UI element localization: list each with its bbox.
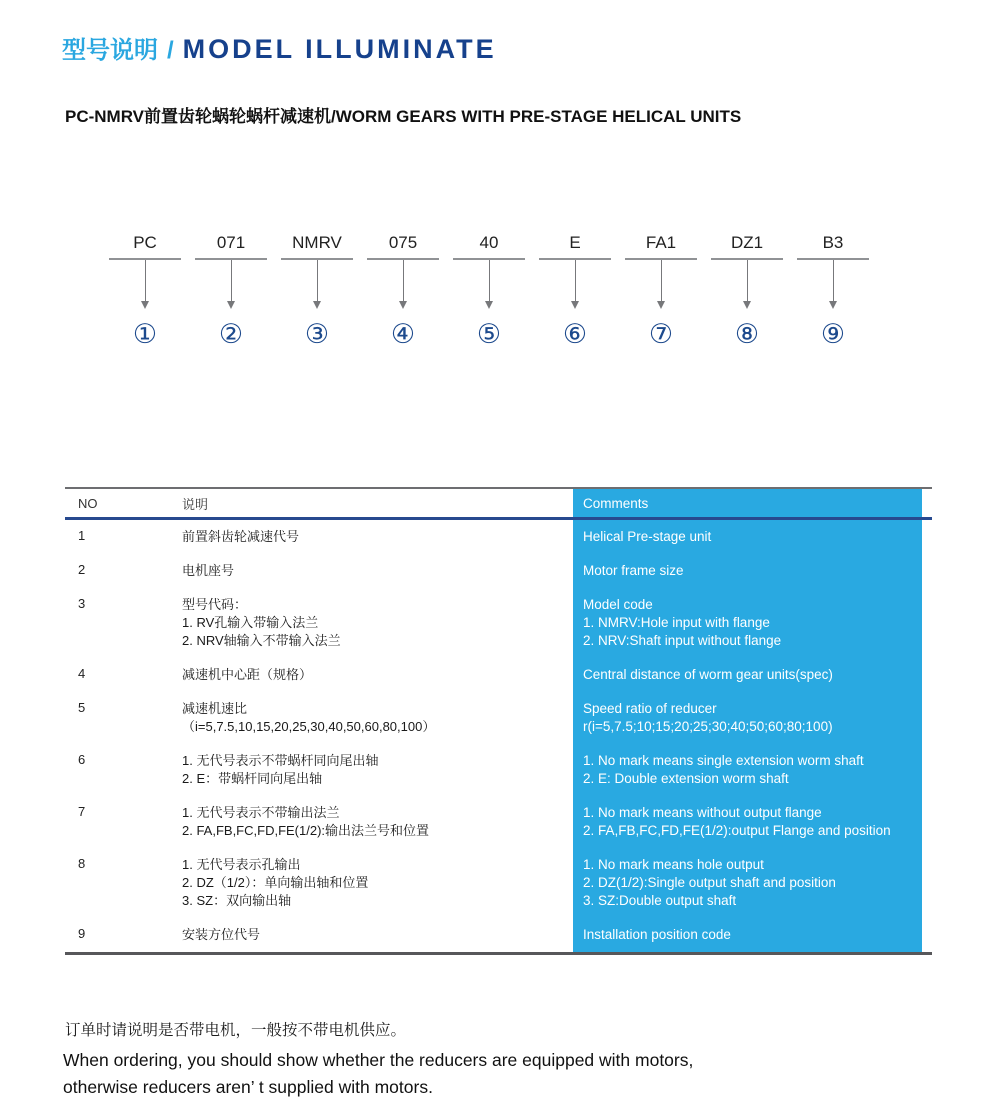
table-row bbox=[65, 588, 932, 658]
circled-number: ② bbox=[218, 319, 244, 349]
segment-code: FA1 bbox=[645, 233, 677, 252]
model-code-segment bbox=[274, 231, 360, 348]
row-comments: Motor frame size bbox=[573, 554, 922, 588]
row-comments: 1. No mark means single extension worm shaft 2. E: Double extension worm shaft bbox=[573, 744, 922, 796]
down-arrow-icon bbox=[657, 260, 665, 309]
table-row bbox=[65, 848, 932, 918]
model-code-diagram bbox=[102, 231, 876, 348]
table-row bbox=[65, 692, 932, 744]
title-separator: / bbox=[167, 37, 174, 64]
row-desc: 安装方位代号 bbox=[182, 927, 261, 942]
footer-note-en bbox=[63, 1047, 693, 1101]
down-arrow-icon bbox=[571, 260, 579, 309]
row-no: 5 bbox=[78, 700, 86, 715]
model-code-segment bbox=[532, 231, 618, 348]
segment-code: B3 bbox=[822, 233, 844, 252]
header-comments: Comments bbox=[573, 489, 922, 517]
header-desc: 说明 bbox=[182, 496, 209, 512]
row-desc: 前置斜齿轮减速代号 bbox=[182, 529, 300, 544]
down-arrow-icon bbox=[743, 260, 751, 309]
table-row bbox=[65, 796, 932, 848]
circled-number: ⑥ bbox=[562, 319, 588, 349]
footer-note-zh: 订单时请说明是否带电机，一般按不带电机供应。 bbox=[65, 1022, 407, 1039]
section-subtitle: PC-NMRV前置齿轮蜗轮蜗杆减速机/WORM GEARS WITH PRE-STAGE HELICAL UNITS bbox=[65, 107, 742, 126]
model-code-segment bbox=[102, 231, 188, 348]
model-explanation-table bbox=[65, 487, 932, 955]
segment-code: 071 bbox=[216, 233, 246, 252]
circled-number: ④ bbox=[390, 319, 416, 349]
row-desc: 1. 无代号表示不带输出法兰 2. FA,FB,FC,FD,FE(1/2):输出法兰号和位置 bbox=[182, 805, 430, 838]
row-no: 3 bbox=[78, 596, 86, 611]
model-code-segment bbox=[704, 231, 790, 348]
row-comments: Helical Pre-stage unit bbox=[573, 520, 922, 554]
down-arrow-icon bbox=[399, 260, 407, 309]
row-no: 6 bbox=[78, 752, 86, 767]
model-code-segment bbox=[446, 231, 532, 348]
row-desc: 减速机中心距（规格） bbox=[182, 667, 313, 682]
down-arrow-icon bbox=[141, 260, 149, 309]
page-title-en: MODEL ILLUMINATE bbox=[182, 34, 497, 64]
table-row bbox=[65, 554, 932, 588]
model-code-segment bbox=[188, 231, 274, 348]
model-code-segment bbox=[360, 231, 446, 348]
table-header-row bbox=[65, 489, 932, 520]
table-row bbox=[65, 658, 932, 692]
row-comments: 1. No mark means hole output 2. DZ(1/2):Single output shaft and position 3. SZ:Double output shaft bbox=[573, 848, 922, 918]
segment-code: 075 bbox=[388, 233, 418, 252]
row-no: 2 bbox=[78, 562, 86, 577]
segment-code: NMRV bbox=[292, 233, 342, 252]
circled-number: ③ bbox=[304, 319, 330, 349]
row-desc: 电机座号 bbox=[182, 563, 235, 578]
page-title bbox=[62, 30, 497, 65]
header-no: NO bbox=[78, 495, 98, 511]
row-comments: 1. No mark means without output flange 2. FA,FB,FC,FD,FE(1/2):output Flange and position bbox=[573, 796, 922, 848]
down-arrow-icon bbox=[227, 260, 235, 309]
segment-code: 40 bbox=[479, 233, 499, 252]
row-desc: 1. 无代号表示孔输出 2. DZ（1/2）：单向输出轴和位置 3. SZ：双向输出轴 bbox=[182, 857, 369, 908]
model-code-segment bbox=[790, 231, 876, 348]
model-code-segment bbox=[618, 231, 704, 348]
table-row bbox=[65, 744, 932, 796]
footer-note-en-line1: When ordering, you should show whether the reducers are equipped with motors, bbox=[63, 1050, 694, 1070]
segment-code: PC bbox=[133, 233, 157, 252]
circled-number: ⑨ bbox=[820, 319, 846, 349]
circled-number: ① bbox=[132, 319, 158, 349]
down-arrow-icon bbox=[313, 260, 321, 309]
row-comments: Speed ratio of reducer r(i=5,7.5;10;15;20;25;30;40;50;60;80;100) bbox=[573, 692, 922, 744]
table-row bbox=[65, 520, 932, 554]
segment-code: E bbox=[569, 233, 581, 252]
row-no: 8 bbox=[78, 856, 86, 871]
circled-number: ⑤ bbox=[476, 319, 502, 349]
row-no: 7 bbox=[78, 804, 86, 819]
row-desc: 减速机速比 （i=5,7.5,10,15,20,25,30,40,50,60,80,100） bbox=[182, 701, 436, 734]
row-no: 9 bbox=[78, 926, 86, 941]
down-arrow-icon bbox=[829, 260, 837, 309]
row-comments: Central distance of worm gear units(spec) bbox=[573, 658, 922, 692]
row-desc: 型号代码： 1. RV孔输入带输入法兰 2. NRV轴输入不带输入法兰 bbox=[182, 597, 341, 648]
segment-code: DZ1 bbox=[730, 233, 764, 252]
row-no: 4 bbox=[78, 666, 86, 681]
circled-number: ⑦ bbox=[648, 319, 674, 349]
page-title-zh: 型号说明 bbox=[62, 37, 158, 64]
row-desc: 1. 无代号表示不带蜗杆同向尾出轴 2. E：带蜗杆同向尾出轴 bbox=[182, 753, 379, 786]
table-row bbox=[65, 918, 932, 952]
down-arrow-icon bbox=[485, 260, 493, 309]
row-comments: Installation position code bbox=[573, 918, 922, 952]
row-comments: Model code 1. NMRV:Hole input with flange 2. NRV:Shaft input without flange bbox=[573, 588, 922, 658]
circled-number: ⑧ bbox=[734, 319, 760, 349]
row-no: 1 bbox=[78, 528, 86, 543]
footer-note-en-line2: otherwise reducers aren’ t supplied with motors. bbox=[63, 1077, 433, 1097]
